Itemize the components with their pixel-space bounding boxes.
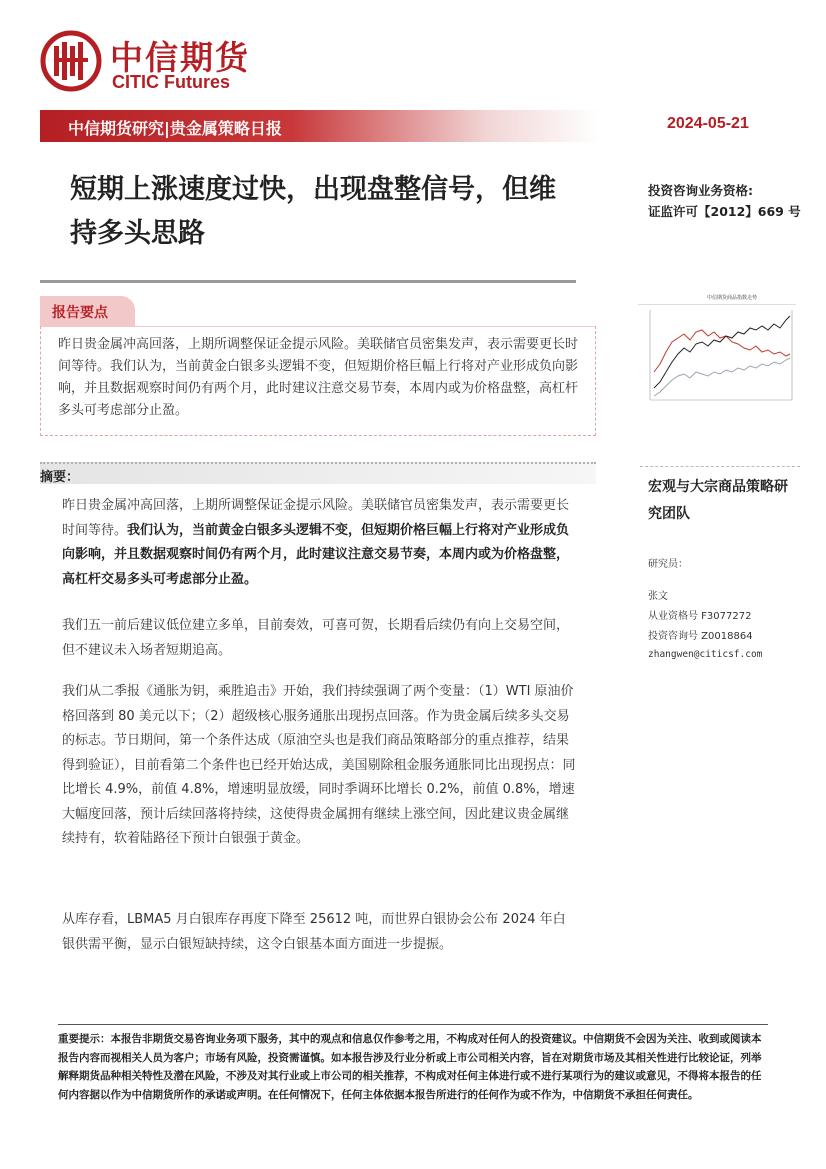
abstract-paragraph-4: 从库存看，LBMA5 月白银库存再度下降至 25612 吨，而世界白银协会公布 2024 年白银供需平衡，显示白银短缺持续，这令白银基本面方面进一步提振。 xyxy=(62,912,566,952)
citic-logo-icon xyxy=(40,30,102,92)
report-date: 2024-05-21 xyxy=(667,115,749,132)
abstract-paragraph-1 xyxy=(62,494,578,592)
qualification xyxy=(648,180,801,222)
sidebar-divider xyxy=(640,466,800,467)
abstract-label: 摘要： xyxy=(40,470,80,485)
qualification-line-2: 证监许可【2012】669 号 xyxy=(648,204,801,219)
thumbnail-title: 中信期货商品指数走势 xyxy=(706,295,758,301)
banner-title: 中信期货研究|贵金属策略日报 xyxy=(68,119,282,138)
researcher-label: 研究员： xyxy=(648,559,688,570)
researcher-email: zhangwen@citicsf.com xyxy=(648,649,763,660)
abstract-paragraph-3: 我们从二季报《通胀为钥，乘胜追击》开始，我们持续强调了两个变量：（1）WTI 原油价格回落到 80 美元以下；（2）超级核心服务通胀出现拐点回落。作为贵金属后续多头交易的标志。节日期间，第一个条件达成（原油空头也是我们商品策略部分的重点推荐，结果得到验证），目前看第二个条件也已经开始达成，美国剔除租金服务通胀同比出现拐点：同比增长 4.9%，前值 4.8%，增速明显放缓，同时季调环比增长 0.2%，前值 0.8%，增速大幅度回落，预计后续回落将持续，这使得贵金属拥有继续上涨空间，因此建议贵金属继续持有，软着陆路径下预计白银强于黄金。 xyxy=(62,684,576,846)
price-chart-thumbnail xyxy=(632,292,802,407)
footer-divider xyxy=(58,1024,768,1025)
abstract-p1-bold: 我们认为，当前黄金白银多头逻辑不变，但短期价格巨幅上行将对产业形成负向影响，并且数据观察时间仍有两个月，此时建议注意交易节奏，本周内或为价格盘整，高杠杆交易多头可考虑部分止盈。 xyxy=(62,522,570,587)
researcher-license-2: 投资咨询号 Z0018864 xyxy=(648,631,753,642)
research-team: 宏观与大宗商品策略研究团队 xyxy=(648,479,788,522)
brand-name-cn: 中信期货 xyxy=(110,38,250,77)
researcher-license-1: 从业资格号 F3077272 xyxy=(648,611,752,622)
qualification-line-1: 投资咨询业务资格: xyxy=(648,183,753,198)
title-divider xyxy=(40,280,576,283)
report-banner xyxy=(40,110,600,142)
key-points-text: 昨日贵金属冲高回落，上期所调整保证金提示风险。美联储官员密集发声，表示需要更长时间等待。我们认为，当前黄金白银多头逻辑不变，但短期价格巨幅上行将对产业形成负向影响，并且数据观察时间仍有两个月，此时建议注意交易节奏，本周内或为价格盘整，高杠杆多头可考虑部分止盈。 xyxy=(58,337,579,418)
abstract-paragraph-2: 我们五一前后建议低位建立多单，目前奏效，可喜可贺，长期看后续仍有向上交易空间，但不建议未入场者短期追高。 xyxy=(62,618,570,658)
abstract-header xyxy=(40,462,596,484)
key-points-tab xyxy=(40,296,135,326)
brand-name-en: CITIC Futures xyxy=(112,72,231,92)
abstract-p1-plain: 昨日贵金属冲高回落，上期所调整保证金提示风险。美联储官员密集发声，表示需要更长时间等待。 xyxy=(62,498,570,538)
researcher-name: 张文 xyxy=(648,591,668,602)
key-points-label: 报告要点 xyxy=(52,305,108,321)
disclaimer: 重要提示：本报告非期货交易咨询业务项下服务，其中的观点和信息仅作参考之用，不构成对任何人的投资建议。中信期货不会因为关注、收到或阅读本报告内容而视相关人员为客户；市场有风险，投资需谨慎。如本报告涉及行业分析或上市公司相关内容，旨在对期货市场及其相关性进行比较论证，列举解释期货品种相关特性及潜在风险，不涉及对其行业或上市公司的相关推荐，不构成对任何主体进行或不进行某项行为的建议或意见，不得将本报告的任何内容据以作为中信期货所作的承诺或声明。在任何情况下，任何主体依据本报告所进行的任何作为或不作为，中信期货不承担任何责任。 xyxy=(58,1033,762,1101)
report-title: 短期上涨速度过快，出现盘整信号，但维持多头思路 xyxy=(70,174,556,249)
